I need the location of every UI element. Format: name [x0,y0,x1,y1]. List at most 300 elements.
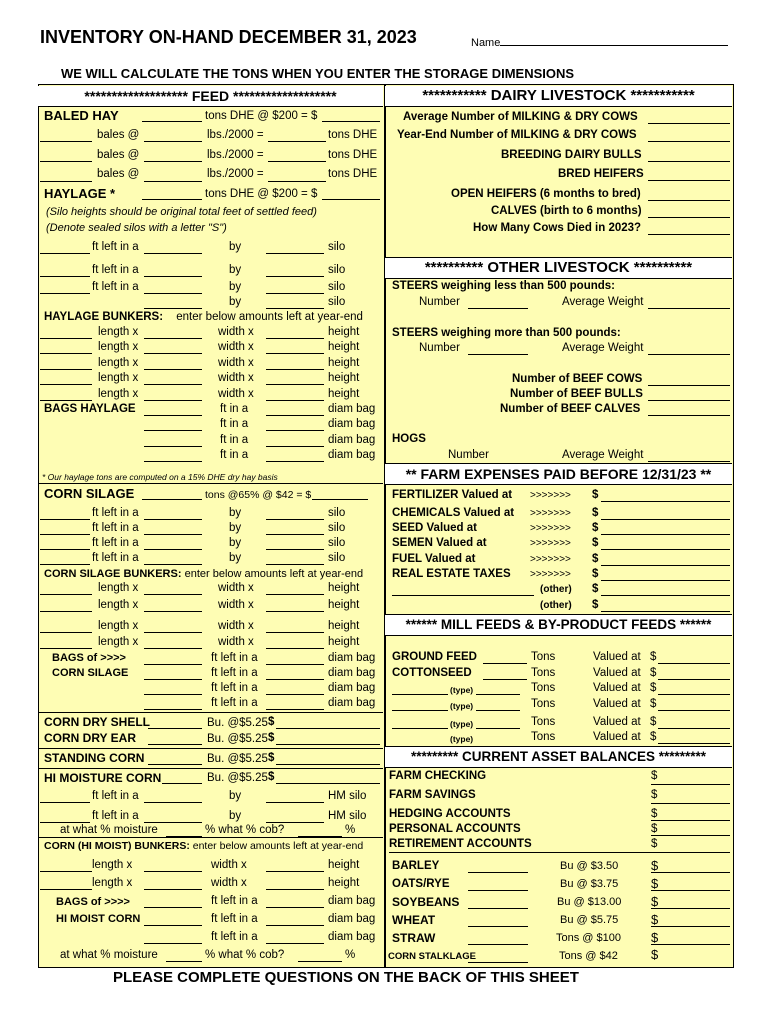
bunker-length-input[interactable] [40,384,92,385]
expense-input[interactable] [601,519,730,520]
hi-moisture-corn-value[interactable] [276,783,380,784]
cs-bunker-length-input[interactable] [40,611,92,612]
dairy-input[interactable] [648,234,730,235]
dairy-input[interactable] [648,123,730,124]
grain-qty-input[interactable] [468,890,528,891]
cob-label: % what % cob? [205,824,285,836]
hm-silo-height-input[interactable] [266,802,324,803]
length-label: length x [98,357,139,369]
grain-qty-input[interactable] [468,944,528,945]
bu-price-label: Bu. @$5.25 [207,733,268,745]
dairy-input[interactable] [648,200,730,201]
cs-bag-diam-input[interactable] [266,694,324,695]
hm-bag-ft-input[interactable] [144,925,202,926]
hm-bunker-width-input[interactable] [144,889,202,890]
mill-value-input[interactable] [658,663,730,664]
beef-calves-input[interactable] [648,415,730,416]
expense-input[interactable] [601,549,730,550]
dairy-item-open-heifers: OPEN HEIFERS (6 months to bred) [451,188,641,200]
steers-heavy-number-input[interactable] [468,354,528,355]
hi-moisture-corn-label: HI MOISTURE CORN [44,771,162,785]
corn-dry-ear-value[interactable] [276,744,380,745]
bale-weight-input-3[interactable] [144,181,202,182]
expense-fertilizer: FERTILIZER Valued at [392,489,513,501]
asset-input[interactable] [651,835,730,836]
ft-left-in-a-label: ft left in a [211,682,258,694]
mill-tons-input[interactable] [476,710,520,711]
cs-bunker-width-input[interactable] [144,648,202,649]
corn-dry-ear-input[interactable] [148,744,202,745]
pct-label: % [345,949,356,961]
baled-hay-tons-input[interactable] [142,121,202,122]
beef-calves-label: Number of BEEF CALVES [500,403,641,415]
tons-label: Tons [531,716,556,728]
by-label: by [229,537,242,549]
bunker-length-input[interactable] [40,353,92,354]
cs-bunker-length-input[interactable] [40,632,92,633]
expense-input[interactable] [601,501,730,502]
diam-bag-label: diam bag [328,682,376,694]
haylage-footnote: * Our haylage tons are computed on a 15% DHE dry hay basis [42,472,278,482]
ft-left-in-a-label: ft left in a [211,652,258,664]
bag-diam-input[interactable] [266,415,324,416]
cs-silo-ft-input[interactable] [40,534,90,535]
ft-left-in-a-label: ft left in a [211,667,258,679]
type-label: (type) [450,734,474,744]
expense-input[interactable] [601,611,730,612]
hm-silo-diam-input[interactable] [144,822,202,823]
arrows: >>>>>>> [530,490,571,501]
hi-moisture-corn-input[interactable] [162,783,202,784]
dollar-sign: $ [268,716,275,728]
asset-input[interactable] [651,803,730,804]
bunker-height-input[interactable] [266,384,324,385]
length-label: length x [98,326,139,338]
dollar-sign: $ [650,682,657,694]
cs-bunker-height-input[interactable] [266,632,324,633]
width-label: width x [218,372,254,384]
hm-bag-diam-input[interactable] [266,925,324,926]
lbs-label: lbs./2000 = [207,129,264,141]
divider [38,837,383,838]
hm-silo-label: HM silo [328,790,367,802]
cs-bunker-width-input[interactable] [144,611,202,612]
dollar-sign: $ [592,522,599,534]
by-label: by [229,790,242,802]
beef-bulls-input[interactable] [648,400,730,401]
hm-silo-label: HM silo [328,810,367,822]
length-label: length x [98,636,139,648]
bag-diam-input[interactable] [266,461,324,462]
hm-bunker-length-input[interactable] [40,871,92,872]
asset-farm-checking: FARM CHECKING [389,770,487,782]
bunker-length-input[interactable] [40,338,92,339]
bales-count-input-3[interactable] [40,181,92,182]
mill-tons-input[interactable] [483,679,527,680]
bunker-width-input[interactable] [144,400,202,401]
silo-diam-input[interactable] [144,276,202,277]
cs-silo-diam-input[interactable] [144,519,202,520]
bag-ft-input[interactable] [144,415,202,416]
diam-bag-label: diam bag [328,913,376,925]
by-label: by [229,522,242,534]
dairy-item-avg-cows: Average Number of MILKING & DRY COWS [403,111,638,123]
height-label: height [328,372,360,384]
dollar-sign: $ [650,651,657,663]
other-label: (other) [540,600,572,611]
diam-bag-label: diam bag [328,667,376,679]
other-expense-name-input[interactable] [392,595,534,596]
corn-dry-shell-value[interactable] [276,728,380,729]
dollar-sign: $ [650,731,657,743]
ft-left-in-a-label: ft left in a [211,697,258,709]
lbs-label: lbs./2000 = [207,149,264,161]
width-label: width x [218,636,254,648]
dollar-sign: $ [651,789,658,801]
haylage-bunkers-heading: HAYLAGE BUNKERS: enter below amounts left at year-end [44,311,363,323]
moisture-label: at what % moisture [60,949,158,961]
cs-silo-height-input[interactable] [266,564,324,565]
asset-retirement: RETIREMENT ACCOUNTS [389,838,532,850]
grain-qty-input[interactable] [468,872,528,873]
grain-straw: STRAW [392,931,436,945]
silo-height-input[interactable] [266,308,324,309]
dairy-item-year-end-cows: Year-End Number of MILKING & DRY COWS [397,129,637,141]
type-label: (type) [450,719,474,729]
cs-silo-height-input[interactable] [266,519,324,520]
ft-left-in-a-label: ft left in a [211,931,258,943]
bunker-length-input[interactable] [40,369,92,370]
cs-bag-ft-input[interactable] [144,664,202,665]
bunker-width-input[interactable] [144,338,202,339]
bunker-height-input[interactable] [266,338,324,339]
hm-silo-ft-input[interactable] [40,802,90,803]
hogs-weight-input[interactable] [648,461,730,462]
dollar-sign: $ [651,947,659,962]
haylage-tons-input[interactable] [142,199,202,200]
mill-tons-input[interactable] [476,728,520,729]
dollar-sign: $ [651,808,658,820]
cs-silo-ft-input[interactable] [40,564,90,565]
cs-silo-ft-input[interactable] [40,519,90,520]
ft-left-label: ft left in a [92,537,139,549]
silo-ft-input[interactable] [40,293,90,294]
type-label: (type) [450,685,474,695]
cs-bag-diam-input[interactable] [266,679,324,680]
dollar-sign: $ [592,507,599,519]
dollar-sign: $ [651,912,659,927]
mill-type-input[interactable] [392,710,448,711]
hm-silo-ft-input[interactable] [40,822,90,823]
tons-label: Tons [531,682,556,694]
ground-feed-label: GROUND FEED [392,651,477,663]
bags-of-label: BAGS of >>>> [56,896,130,908]
corn-silage-tons-input[interactable] [142,499,202,500]
bags-haylage-label: BAGS HAYLAGE [44,403,136,415]
bale-weight-input-1[interactable] [144,141,202,142]
hi-moist-corn-bags-label: HI MOIST CORN [56,913,141,925]
bag-diam-input[interactable] [266,430,324,431]
cs-bag-ft-input[interactable] [144,709,202,710]
name-field[interactable] [471,35,728,49]
feed-header: ******************* FEED ******************* [38,86,383,107]
assets-header: ********* CURRENT ASSET BALANCES ********* [385,746,732,768]
tons-input-3[interactable] [268,181,326,182]
cs-bunker-length-input[interactable] [40,648,92,649]
bag-diam-input[interactable] [266,446,324,447]
cs-silo-height-input[interactable] [266,534,324,535]
arrows: >>>>>>> [530,523,571,534]
silo-label: silo [328,552,346,564]
corn-hm-bunkers-heading: CORN (HI MOIST) BUNKERS: enter below amounts left at year-end [44,840,364,852]
silo-label: silo [328,264,346,276]
by-label: by [229,552,242,564]
bag-ft-input[interactable] [144,446,202,447]
height-label: height [328,388,360,400]
haylage-value-input[interactable] [322,199,380,200]
cottonseed-label: COTTONSEED [392,667,472,679]
hm-bunker-height-input[interactable] [266,889,324,890]
diam-bag-label: diam bag [328,434,376,446]
hm-bag-ft-input[interactable] [144,943,202,944]
hm-silo-height-input[interactable] [266,822,324,823]
standing-corn-value[interactable] [276,764,380,765]
silo-label: silo [328,522,346,534]
dairy-input[interactable] [648,141,730,142]
arrows: >>>>>>> [530,538,571,549]
baled-hay-tons-text: tons DHE @ $200 = $ [205,110,318,122]
bag-ft-input[interactable] [144,430,202,431]
grain-value-input[interactable] [651,908,730,909]
ft-left-label: ft left in a [92,790,139,802]
cs-bag-ft-input[interactable] [144,679,202,680]
cs-bag-ft-input[interactable] [144,694,202,695]
arrows: >>>>>>> [530,508,571,519]
corn-dry-ear-label: CORN DRY EAR [44,731,137,745]
hm-bunker-height-input[interactable] [266,871,324,872]
lbs-label: lbs./2000 = [207,168,264,180]
cs-bunker-height-input[interactable] [266,648,324,649]
bales-count-input-1[interactable] [40,141,92,142]
asset-input[interactable] [651,820,730,821]
corn-silage-value-input[interactable] [312,499,368,500]
hogs-label: HOGS [392,433,426,445]
cs-bunker-width-input[interactable] [144,594,202,595]
dollar-sign: $ [650,716,657,728]
silo-diam-input[interactable] [144,253,202,254]
diam-bag-label: diam bag [328,697,376,709]
hm-bag-ft-input[interactable] [144,907,202,908]
expenses-header: ** FARM EXPENSES PAID BEFORE 12/31/23 ** [385,463,732,485]
cob-input[interactable] [298,961,342,962]
grain-price: Bu @ $13.00 [557,896,622,908]
height-label: height [328,877,360,889]
bunker-width-input[interactable] [144,353,202,354]
bunker-width-input[interactable] [144,369,202,370]
moisture-label: at what % moisture [60,824,158,836]
silo-ft-input[interactable] [40,253,90,254]
bales-count-input-2[interactable] [40,161,92,162]
steers-heavy-weight-input[interactable] [648,354,730,355]
mill-type-input[interactable] [392,728,448,729]
avg-weight-label: Average Weight [562,296,644,308]
dairy-input[interactable] [648,180,730,181]
width-label: width x [218,388,254,400]
tons-input-2[interactable] [268,161,326,162]
by-label: by [229,281,242,293]
silo-label: silo [328,296,346,308]
grain-value-input[interactable] [651,944,730,945]
corn-silage-bags-label: CORN SILAGE [52,667,129,679]
hm-bag-diam-input[interactable] [266,907,324,908]
mill-tons-input[interactable] [483,663,527,664]
diam-bag-label: diam bag [328,418,376,430]
length-label: length x [92,859,133,871]
haylage-label: HAYLAGE * [44,186,116,201]
mill-value-input[interactable] [658,694,730,695]
silo-diam-input[interactable] [144,293,202,294]
beef-cows-input[interactable] [648,385,730,386]
standing-corn-input[interactable] [148,764,202,765]
expense-input[interactable] [601,595,730,596]
cs-silo-diam-input[interactable] [144,534,202,535]
bunker-height-input[interactable] [266,369,324,370]
silo-ft-input[interactable] [40,276,90,277]
hm-silo-diam-input[interactable] [144,802,202,803]
bunker-length-input[interactable] [40,400,92,401]
cs-bunker-height-input[interactable] [266,594,324,595]
width-label: width x [211,859,247,871]
haylage-tons-text: tons DHE @ $200 = $ [205,188,318,200]
dairy-header: *********** DAIRY LIVESTOCK *********** [385,86,732,107]
length-label: length x [98,341,139,353]
silo-height-note: (Silo heights should be original total feet of settled feed) [46,206,317,218]
grain-qty-input[interactable] [468,962,528,963]
expense-input[interactable] [601,580,730,581]
cs-silo-height-input[interactable] [266,549,324,550]
silo-diam-input[interactable] [144,308,202,309]
baled-hay-value-input[interactable] [322,121,380,122]
corn-silage-tons-text: tons @65% @ $42 = $ [205,489,312,501]
cs-silo-ft-input[interactable] [40,549,90,550]
hm-bag-diam-input[interactable] [266,943,324,944]
mill-value-input[interactable] [658,728,730,729]
ft-left-label: ft left in a [92,241,139,253]
ft-in-a-label: ft in a [220,434,249,446]
number-label: Number [448,449,489,461]
tons-input-1[interactable] [268,141,326,142]
ft-left-label: ft left in a [92,264,139,276]
cs-bunker-width-input[interactable] [144,632,202,633]
corn-dry-shell-input[interactable] [148,728,202,729]
moisture-input[interactable] [166,961,202,962]
name-input[interactable] [500,35,728,46]
grain-value-input[interactable] [651,872,730,873]
bunker-height-input[interactable] [266,400,324,401]
dairy-input[interactable] [648,161,730,162]
dairy-item-calves: CALVES (birth to 6 months) [491,205,642,217]
ft-left-label: ft left in a [92,522,139,534]
width-label: width x [218,357,254,369]
arrows: >>>>>>> [530,569,571,580]
cs-bag-diam-input[interactable] [266,709,324,710]
asset-input[interactable] [651,784,730,785]
mill-value-input[interactable] [658,679,730,680]
hm-bunker-width-input[interactable] [144,871,202,872]
mill-type-input[interactable] [392,694,448,695]
cs-bag-diam-input[interactable] [266,664,324,665]
divider [389,852,730,853]
corn-silage-label: CORN SILAGE [44,486,135,501]
divider [38,712,383,713]
dollar-sign: $ [651,838,658,850]
ft-in-a-label: ft in a [220,449,249,461]
pct-label: % [345,824,356,836]
grain-price: Tons @ $100 [556,932,621,944]
dollar-sign: $ [651,858,659,873]
tons-label: Tons [531,731,556,743]
divider [38,768,383,769]
bale-weight-input-2[interactable] [144,161,202,162]
hm-bunker-length-input[interactable] [40,889,92,890]
grain-value-input[interactable] [651,926,730,927]
silo-height-input[interactable] [266,276,324,277]
length-label: length x [98,620,139,632]
silo-label: silo [328,507,346,519]
corn-silage-bunkers-heading: CORN SILAGE BUNKERS: enter below amounts left at year-end [44,568,364,580]
valued-at-label: Valued at [593,667,641,679]
grain-value-input[interactable] [651,890,730,891]
name-label: Name [471,37,501,49]
bag-ft-input[interactable] [144,461,202,462]
steers-heavy-label: STEERS weighing more than 500 pounds: [392,327,621,339]
grain-qty-input[interactable] [468,908,528,909]
mill-tons-input[interactable] [476,694,520,695]
bunker-width-input[interactable] [144,384,202,385]
grain-price: Tons @ $42 [559,950,618,962]
bales-at-label: bales @ [97,149,140,161]
height-label: height [328,326,360,338]
mill-value-input[interactable] [658,743,730,744]
steers-light-weight-input[interactable] [648,308,730,309]
dollar-sign: $ [268,732,275,744]
cs-bunker-height-input[interactable] [266,611,324,612]
ft-left-label: ft left in a [92,810,139,822]
number-label: Number [419,296,460,308]
page-title: INVENTORY ON-HAND DECEMBER 31, 2023 [40,27,417,47]
cs-bunker-length-input[interactable] [40,594,92,595]
dairy-input[interactable] [648,217,730,218]
width-label: width x [218,620,254,632]
bunker-height-input[interactable] [266,353,324,354]
grain-qty-input[interactable] [468,926,528,927]
expense-input[interactable] [601,565,730,566]
sealed-silo-note: (Denote sealed silos with a letter "S") [46,222,227,234]
asset-hedging: HEDGING ACCOUNTS [389,808,511,820]
mill-value-input[interactable] [658,710,730,711]
dollar-sign: $ [651,930,659,945]
length-label: length x [98,372,139,384]
silo-height-input[interactable] [266,293,324,294]
steers-light-number-input[interactable] [468,308,528,309]
other-livestock-header: ********** OTHER LIVESTOCK ********** [385,257,732,279]
cs-silo-diam-input[interactable] [144,549,202,550]
baled-hay-label: BALED HAY [44,108,119,123]
cs-silo-diam-input[interactable] [144,564,202,565]
diam-bag-label: diam bag [328,895,376,907]
expense-input[interactable] [601,534,730,535]
silo-height-input[interactable] [266,253,324,254]
